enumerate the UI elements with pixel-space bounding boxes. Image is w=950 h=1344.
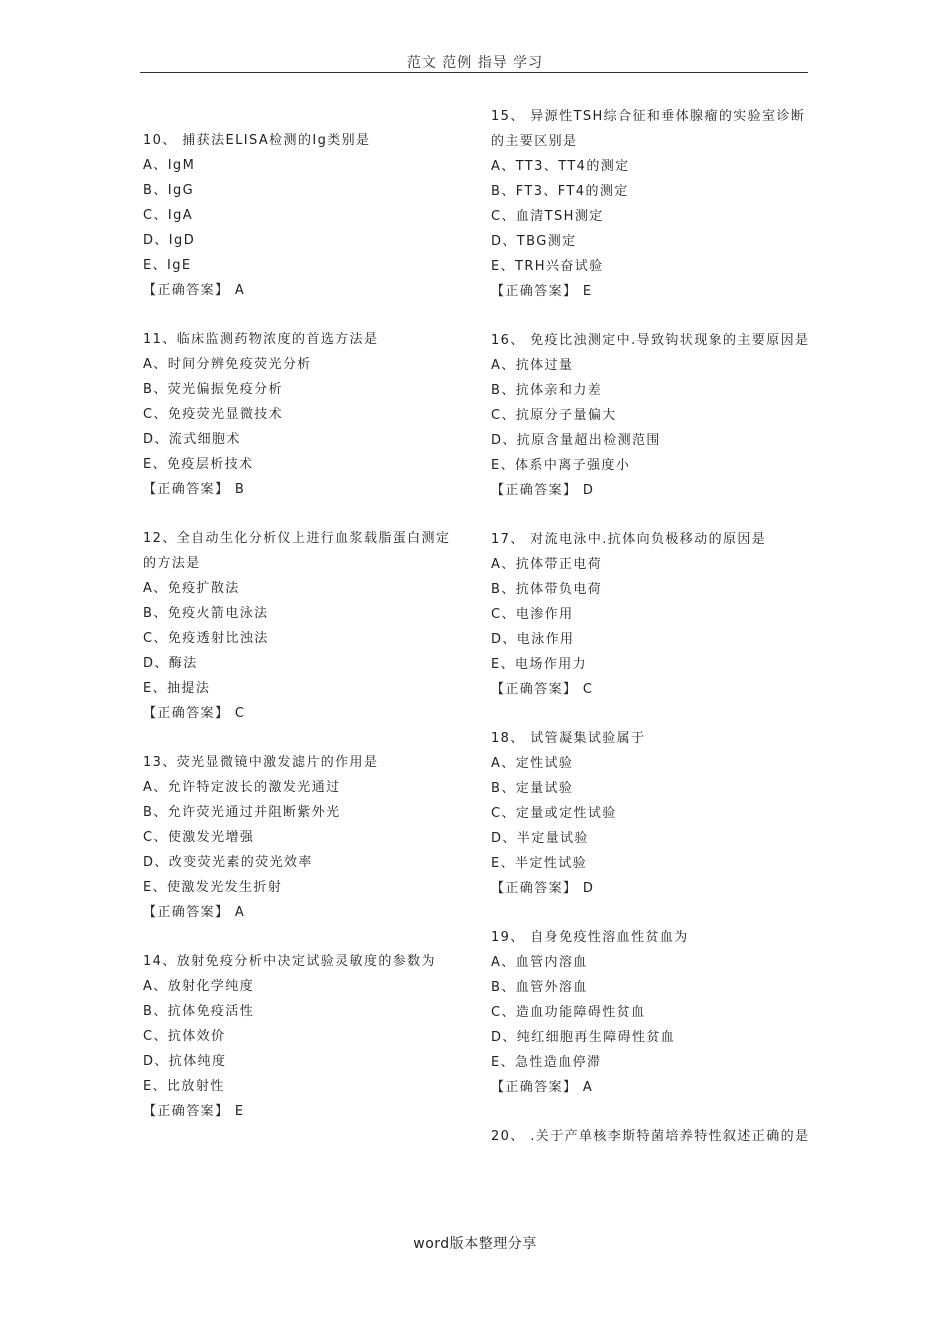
answer-option: B、抗体免疫活性 xyxy=(143,1004,255,1019)
answer-option: B、IgG xyxy=(143,183,195,198)
question-stem: 16、 免疫比浊测定中.导致钩状现象的主要原因是 xyxy=(491,333,810,348)
answer-option: B、定量试验 xyxy=(491,781,574,796)
correct-answer: 【正确答案】 C xyxy=(143,706,246,721)
answer-option: A、抗体过量 xyxy=(491,358,574,373)
answer-option: D、抗体纯度 xyxy=(143,1054,227,1069)
answer-option: E、半定性试验 xyxy=(491,856,588,871)
question-stem: 18、 试管凝集试验属于 xyxy=(491,731,646,746)
question-block xyxy=(143,526,463,726)
page-footer: word版本整理分享 xyxy=(413,1236,537,1252)
answer-option: B、免疫火箭电泳法 xyxy=(143,606,269,621)
answer-option: B、FT3、FT4的测定 xyxy=(491,184,629,199)
answer-option: C、使激发光增强 xyxy=(143,830,255,845)
answer-option: A、放射化学纯度 xyxy=(143,979,255,994)
answer-option: D、改变荧光素的荧光效率 xyxy=(143,855,313,870)
answer-option: A、定性试验 xyxy=(491,756,574,771)
answer-option: C、抗原分子量偏大 xyxy=(491,408,617,423)
question-stem: 10、 捕获法ELISA检测的Ig类别是 xyxy=(143,133,371,148)
question-block xyxy=(491,925,811,1100)
answer-option: B、允许荧光通过并阻断紫外光 xyxy=(143,805,341,820)
answer-option: E、电场作用力 xyxy=(491,657,588,672)
question-stem: 12、全自动生化分析仪上进行血浆载脂蛋白测定的方法是 xyxy=(143,531,451,571)
answer-option: A、允许特定波长的激发光通过 xyxy=(143,780,341,795)
question-block xyxy=(491,527,811,702)
answer-option: E、比放射性 xyxy=(143,1079,225,1094)
answer-option: E、TRH兴奋试验 xyxy=(491,259,604,274)
question-stem: 17、 对流电泳中.抗体向负极移动的原因是 xyxy=(491,532,767,547)
answer-option: A、IgM xyxy=(143,158,196,173)
question-block xyxy=(491,1124,811,1149)
question-block xyxy=(143,750,463,925)
answer-option: D、流式细胞术 xyxy=(143,432,241,447)
left-column xyxy=(143,128,463,1148)
question-stem: 20、 .关于产单核李斯特菌培养特性叙述正确的是 xyxy=(491,1129,810,1144)
question-stem: 11、临床监测药物浓度的首选方法是 xyxy=(143,332,379,347)
answer-option: D、半定量试验 xyxy=(491,831,589,846)
correct-answer: 【正确答案】 D xyxy=(491,881,595,896)
correct-answer: 【正确答案】 B xyxy=(143,482,246,497)
question-stem: 19、 自身免疫性溶血性贫血为 xyxy=(491,930,689,945)
correct-answer: 【正确答案】 D xyxy=(491,483,595,498)
correct-answer: 【正确答案】 C xyxy=(491,682,594,697)
correct-answer: 【正确答案】 A xyxy=(143,283,246,298)
question-block xyxy=(143,128,463,303)
question-stem: 15、 异源性TSH综合征和垂体腺瘤的实验室诊断的主要区别是 xyxy=(491,109,806,149)
answer-option: A、TT3、TT4的测定 xyxy=(491,159,630,174)
answer-option: D、抗原含量超出检测范围 xyxy=(491,433,661,448)
answer-option: E、体系中离子强度小 xyxy=(491,458,631,473)
answer-option: D、酶法 xyxy=(143,656,198,671)
answer-option: D、TBG测定 xyxy=(491,234,577,249)
answer-option: E、抽提法 xyxy=(143,681,211,696)
answer-option: C、电渗作用 xyxy=(491,607,574,622)
correct-answer: 【正确答案】 A xyxy=(143,905,246,920)
question-stem: 14、放射免疫分析中决定试验灵敏度的参数为 xyxy=(143,954,436,969)
correct-answer: 【正确答案】 A xyxy=(491,1080,594,1095)
answer-option: A、抗体带正电荷 xyxy=(491,557,603,572)
answer-option: B、血管外溶血 xyxy=(491,980,588,995)
answer-option: D、电泳作用 xyxy=(491,632,575,647)
answer-option: E、使激发光发生折射 xyxy=(143,880,283,895)
answer-option: D、IgD xyxy=(143,233,196,248)
header-divider xyxy=(140,72,808,73)
question-stem: 13、荧光显微镜中激发滤片的作用是 xyxy=(143,755,379,770)
answer-option: C、定量或定性试验 xyxy=(491,806,617,821)
question-block xyxy=(143,327,463,502)
answer-option: D、纯红细胞再生障碍性贫血 xyxy=(491,1030,676,1045)
answer-option: B、抗体亲和力差 xyxy=(491,383,603,398)
page-header: 范文 范例 指导 学习 xyxy=(406,55,544,71)
answer-option: A、时间分辨免疫荧光分析 xyxy=(143,357,312,372)
answer-option: C、造血功能障碍性贫血 xyxy=(491,1005,646,1020)
answer-option: E、急性造血停滞 xyxy=(491,1055,602,1070)
question-block xyxy=(491,104,811,304)
correct-answer: 【正确答案】 E xyxy=(143,1104,245,1119)
answer-option: A、免疫扩散法 xyxy=(143,581,240,596)
answer-option: C、免疫荧光显微技术 xyxy=(143,407,284,422)
answer-option: B、抗体带负电荷 xyxy=(491,582,603,597)
answer-option: E、IgE xyxy=(143,258,192,273)
answer-option: C、免疫透射比浊法 xyxy=(143,631,269,646)
question-block xyxy=(491,726,811,901)
answer-option: C、血清TSH测定 xyxy=(491,209,604,224)
answer-option: B、荧光偏振免疫分析 xyxy=(143,382,283,397)
answer-option: A、血管内溶血 xyxy=(491,955,588,970)
answer-option: E、免疫层析技术 xyxy=(143,457,254,472)
answer-option: C、IgA xyxy=(143,208,194,223)
question-block xyxy=(491,328,811,503)
correct-answer: 【正确答案】 E xyxy=(491,284,593,299)
right-column xyxy=(491,104,811,1173)
question-block xyxy=(143,949,463,1124)
answer-option: C、抗体效价 xyxy=(143,1029,226,1044)
